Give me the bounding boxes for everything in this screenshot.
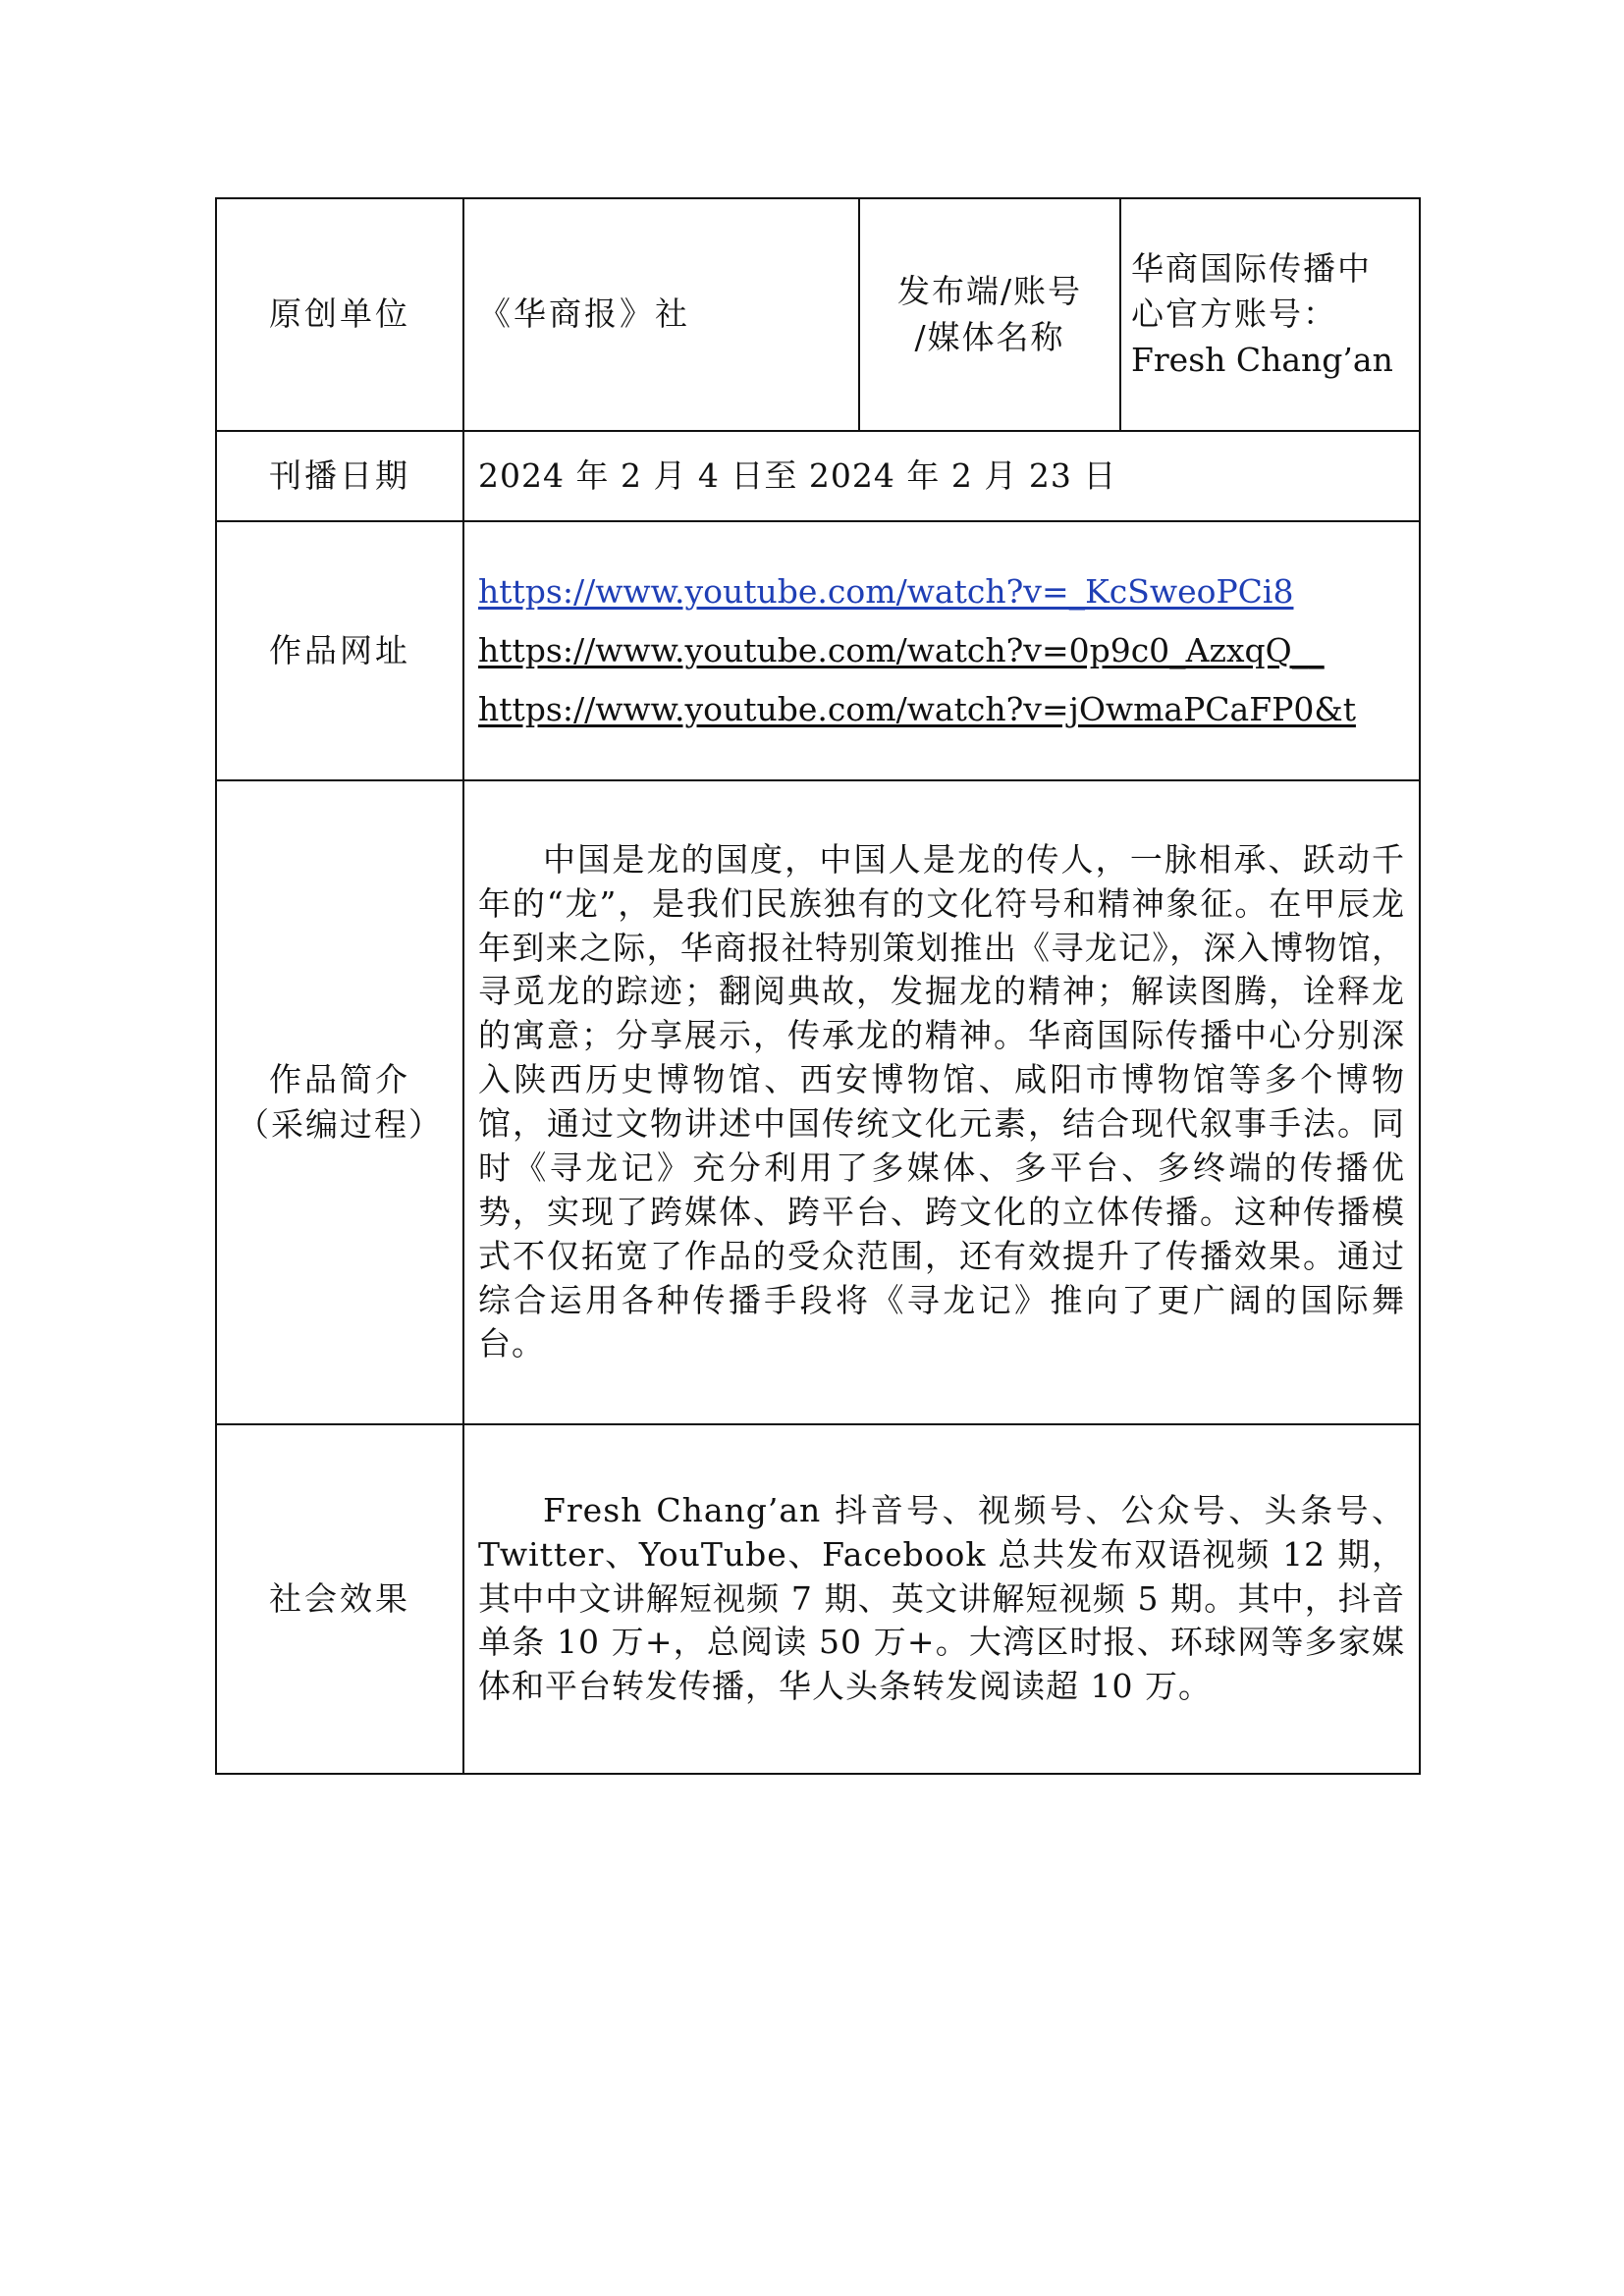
publisher-value-line2: 心官方账号： [1131, 294, 1337, 334]
row-work-intro [216, 780, 1420, 1424]
work-url-link-2[interactable]: https://www.youtube.com/watch?v=0p9c0_AzxqQ__ [478, 630, 1325, 669]
original-unit-label: 原创单位 [216, 198, 463, 431]
row-broadcast-date [216, 431, 1420, 521]
row-work-url [216, 521, 1420, 780]
social-effect-label: 社会效果 [216, 1424, 463, 1774]
publisher-value [1120, 198, 1420, 431]
social-effect-text: Fresh Chang’an 抖音号、视频号、公众号、头条号、Twitter、YouTube、Facebook 总共发布双语视频 12 期，其中中文讲解短视频 7 期、英文讲解短视频 5 期。其中，抖音单条 10 万+，总阅读 50 万+。大湾区时报、环球网等多家媒体和平台转发传播，华人头条转发阅读超 10 万。 [478, 1490, 1405, 1706]
publisher-label-line1: 发布端/账号 [896, 272, 1083, 311]
row-social-effect [216, 1424, 1420, 1774]
work-intro-text-cell [463, 780, 1420, 1424]
publisher-value-line3: Fresh Chang’an [1131, 340, 1393, 379]
work-intro-text: 中国是龙的国度，中国人是龙的传人，一脉相承、跃动千年的“龙”，是我们民族独有的文化符号和精神象征。在甲辰龙年到来之际，华商报社特别策划推出《寻龙记》，深入博物馆，寻觅龙的踪迹；翻阅典故，发掘龙的精神；解读图腾，诠释龙的寓意；分享展示，传承龙的精神。华商国际传播中心分别深入陕西历史博物馆、西安博物馆、咸阳市博物馆等多个博物馆，通过文物讲述中国传统文化元素，结合现代叙事手法。同时《寻龙记》充分利用了多媒体、多平台、多终端的传播优势，实现了跨媒体、跨平台、跨文化的立体传播。这种传播模式不仅拓宽了作品的受众范围，还有效提升了传播效果。通过综合运用各种传播手段将《寻龙记》推向了更广阔的国际舞台。 [478, 839, 1405, 1363]
publisher-value-line1: 华商国际传播中 [1131, 249, 1372, 289]
broadcast-date-value: 2024 年 2 月 4 日至 2024 年 2 月 23 日 [463, 431, 1420, 521]
work-intro-label-line1: 作品简介 [269, 1059, 410, 1098]
work-intro-label-line2: （采编过程） [237, 1105, 443, 1144]
work-intro-label [216, 780, 463, 1424]
row-original-unit [216, 198, 1420, 431]
work-url-link-3[interactable]: https://www.youtube.com/watch?v=jOwmaPCaFP0&t [478, 690, 1356, 729]
publisher-label-line2: /媒体名称 [914, 317, 1065, 356]
publisher-label [859, 198, 1120, 431]
work-url-label: 作品网址 [216, 521, 463, 780]
info-table [215, 197, 1421, 1775]
original-unit-value: 《华商报》社 [463, 198, 859, 431]
work-url-list [463, 521, 1420, 780]
social-effect-text-cell [463, 1424, 1420, 1774]
work-url-link-1[interactable]: https://www.youtube.com/watch?v=_KcSweoPCi8 [478, 571, 1294, 611]
broadcast-date-label: 刊播日期 [216, 431, 463, 521]
